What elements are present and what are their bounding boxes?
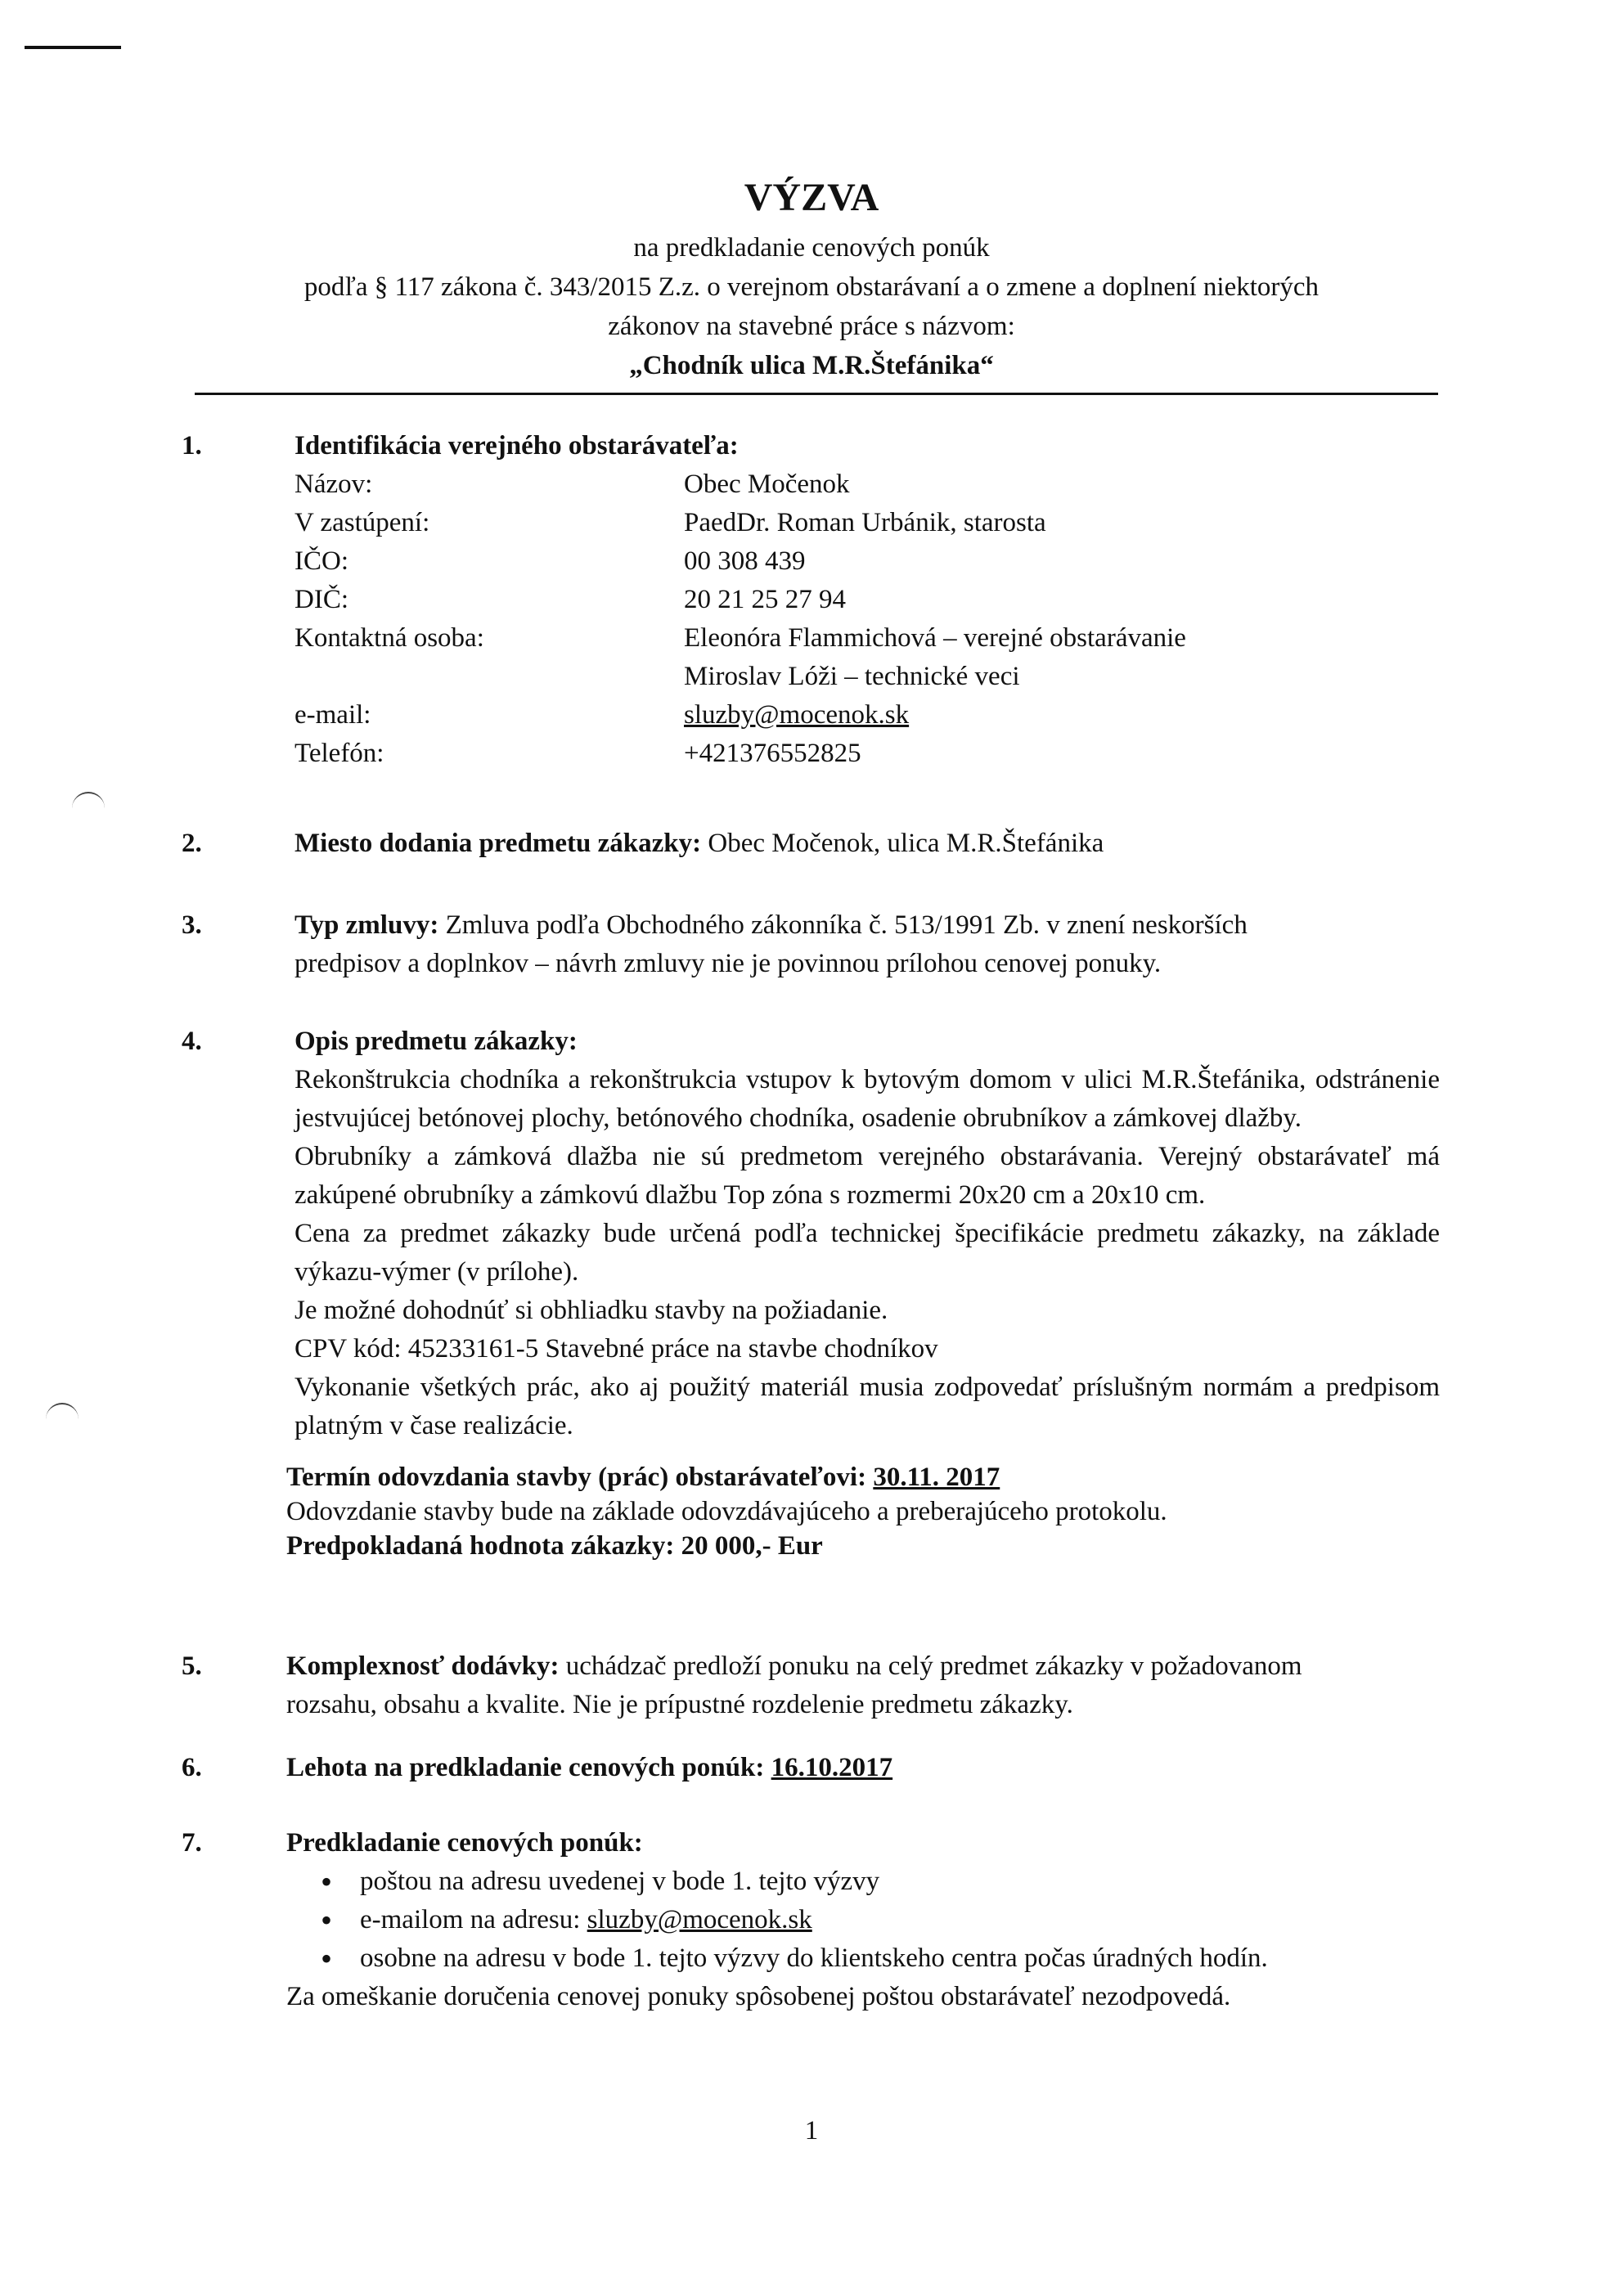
- section-description: [182, 1022, 1440, 1563]
- delivery-place-text: Obec Močenok, ulica M.R.Štefánika: [708, 829, 1104, 858]
- section-number: 7.: [182, 1828, 202, 1858]
- handover-term-date: 30.11. 2017: [873, 1463, 1000, 1492]
- section-number: 3.: [182, 910, 202, 940]
- punch-hole-mark: [72, 792, 105, 818]
- section-heading: Predkladanie cenových ponúk:: [286, 1828, 643, 1858]
- section-identification: [182, 427, 1440, 773]
- handover-note: Odovzdanie stavby bude na základe odovzdávajúceho a preberajúceho protokolu.: [286, 1497, 1167, 1526]
- field-value: 20 21 25 27 94: [684, 585, 846, 614]
- description-paragraph: Je možné dohodnúť si obhliadku stavby na požiadanie.: [294, 1296, 888, 1325]
- field-label: Kontaktná osoba:: [294, 623, 484, 653]
- section-completeness: [182, 1647, 1440, 1724]
- document-subtitle: na predkladanie cenových ponúk: [633, 233, 990, 263]
- estimated-value-label: Predpokladaná hodnota zákazky:: [286, 1531, 675, 1561]
- description-paragraph: Obrubníky a zámková dlažba nie sú predmetom verejného obstarávania. Verejný obstarávateľ má zakúpené obrubníky a zámkovú dlažbu Top zóna s rozmermi 20x20 cm a 20x10 cm.: [294, 1142, 1440, 1210]
- completeness-text-cont: rozsahu, obsahu a kvalite. Nie je prípustné rozdelenie predmetu zákazky.: [286, 1690, 1073, 1719]
- description-paragraph: Rekonštrukcia chodníka a rekonštrukcia vstupov k bytovým domom v ulici M.R.Štefánika, odstránenie jestvujúcej betónovej plochy, betónového chodníka, osadenie obrubníkov a zámkovej dlažby.: [294, 1065, 1440, 1133]
- section-heading: Lehota na predkladanie cenových ponúk:: [286, 1753, 765, 1782]
- scan-edge-mark: [25, 46, 121, 49]
- field-label: Telefón:: [294, 739, 384, 768]
- section-number: 6.: [182, 1753, 202, 1782]
- section-contract-type: [182, 906, 1440, 983]
- field-value: Miroslav Lóži – technické veci: [684, 662, 1020, 691]
- field-label: e-mail:: [294, 700, 371, 730]
- table-row: [237, 735, 1440, 773]
- punch-hole-mark: [46, 1403, 79, 1429]
- list-item: • poštou na adresu uvedenej v bode 1. tejto výzvy: [286, 1862, 1440, 1901]
- section-number: 2.: [182, 829, 202, 858]
- completeness-text: uchádzač predloží ponuku na celý predmet zákazky v požadovanom: [565, 1651, 1302, 1681]
- email-link[interactable]: sluzby@mocenok.sk: [587, 1905, 812, 1934]
- table-row: [237, 619, 1440, 658]
- page-number: 1: [804, 2116, 819, 2145]
- table-row: [237, 465, 1440, 504]
- section-heading: Identifikácia verejného obstarávateľa:: [294, 431, 739, 461]
- section-number: 1.: [182, 431, 202, 461]
- section-number: 5.: [182, 1651, 202, 1681]
- deadline-date: 16.10.2017: [771, 1753, 893, 1782]
- table-row: [237, 658, 1440, 696]
- field-label: IČO:: [294, 546, 348, 576]
- section-deadline: [182, 1749, 1440, 1787]
- section-submission: [182, 1824, 1440, 2016]
- list-item: [286, 1901, 1440, 1939]
- contract-type-text: Zmluva podľa Obchodného zákonníka č. 513/1991 Zb. v znení neskorších: [445, 910, 1248, 940]
- field-value: PaedDr. Roman Urbánik, starosta: [684, 508, 1046, 537]
- list-item: • osobne na adresu v bode 1. tejto výzvy do klientskeho centra počas úradných hodín.: [286, 1939, 1440, 1978]
- section-heading: Miesto dodania predmetu zákazky:: [294, 829, 702, 858]
- field-label: V zastúpení:: [294, 508, 430, 537]
- list-item-text: e-mailom na adresu:: [360, 1905, 581, 1934]
- table-row: [237, 542, 1440, 581]
- closing-note: Za omeškanie doručenia cenovej ponuky spôsobenej poštou obstarávateľ nezodpovedá.: [286, 1982, 1231, 2011]
- estimated-value-amount: 20 000,- Eur: [681, 1531, 823, 1561]
- document-subject: „Chodník ulica M.R.Štefánika“: [629, 351, 994, 380]
- document-legal-basis: podľa § 117 zákona č. 343/2015 Z.z. o verejnom obstarávaní a o zmene a doplnení niektorých: [303, 272, 1320, 302]
- handover-term-label: Termín odovzdania stavby (prác) obstarávateľovi:: [286, 1463, 867, 1492]
- table-row: [237, 696, 1440, 735]
- contract-type-text-cont: predpisov a doplnkov – návrh zmluvy nie je povinnou prílohou cenovej ponuky.: [294, 949, 1162, 978]
- identification-table: [237, 465, 1440, 773]
- submission-methods-list: [286, 1862, 1440, 1978]
- section-delivery-place: [182, 824, 1440, 863]
- document-legal-basis-cont: zákonov na stavebné práce s názvom:: [608, 312, 1015, 341]
- table-row: [237, 581, 1440, 619]
- cpv-code: CPV kód: 45233161-5 Stavebné práce na stavbe chodníkov: [294, 1334, 938, 1364]
- section-heading: Typ zmluvy:: [294, 910, 439, 940]
- field-value: Obec Močenok: [684, 470, 850, 499]
- description-paragraph: Vykonanie všetkých prác, ako aj použitý materiál musia zodpovedať príslušným normám a predpisom platným v čase realizácie.: [294, 1373, 1440, 1440]
- section-heading: Komplexnosť dodávky:: [286, 1651, 560, 1681]
- section-heading: Opis predmetu zákazky:: [294, 1027, 578, 1056]
- description-paragraph: Cena za predmet zákazky bude určená podľa technickej špecifikácie predmetu zákazky, na základe výkazu-výmer (v prílohe).: [294, 1219, 1440, 1287]
- field-value: Eleonóra Flammichová – verejné obstarávanie: [684, 623, 1186, 653]
- section-number: 4.: [182, 1027, 202, 1056]
- title-divider: [195, 393, 1438, 395]
- field-label: Názov:: [294, 470, 373, 499]
- document-title: VÝZVA: [744, 176, 879, 219]
- field-value: +421376552825: [684, 739, 861, 768]
- field-value: 00 308 439: [684, 546, 806, 576]
- email-link[interactable]: sluzby@mocenok.sk: [684, 700, 910, 730]
- field-label: DIČ:: [294, 585, 348, 614]
- table-row: [237, 504, 1440, 542]
